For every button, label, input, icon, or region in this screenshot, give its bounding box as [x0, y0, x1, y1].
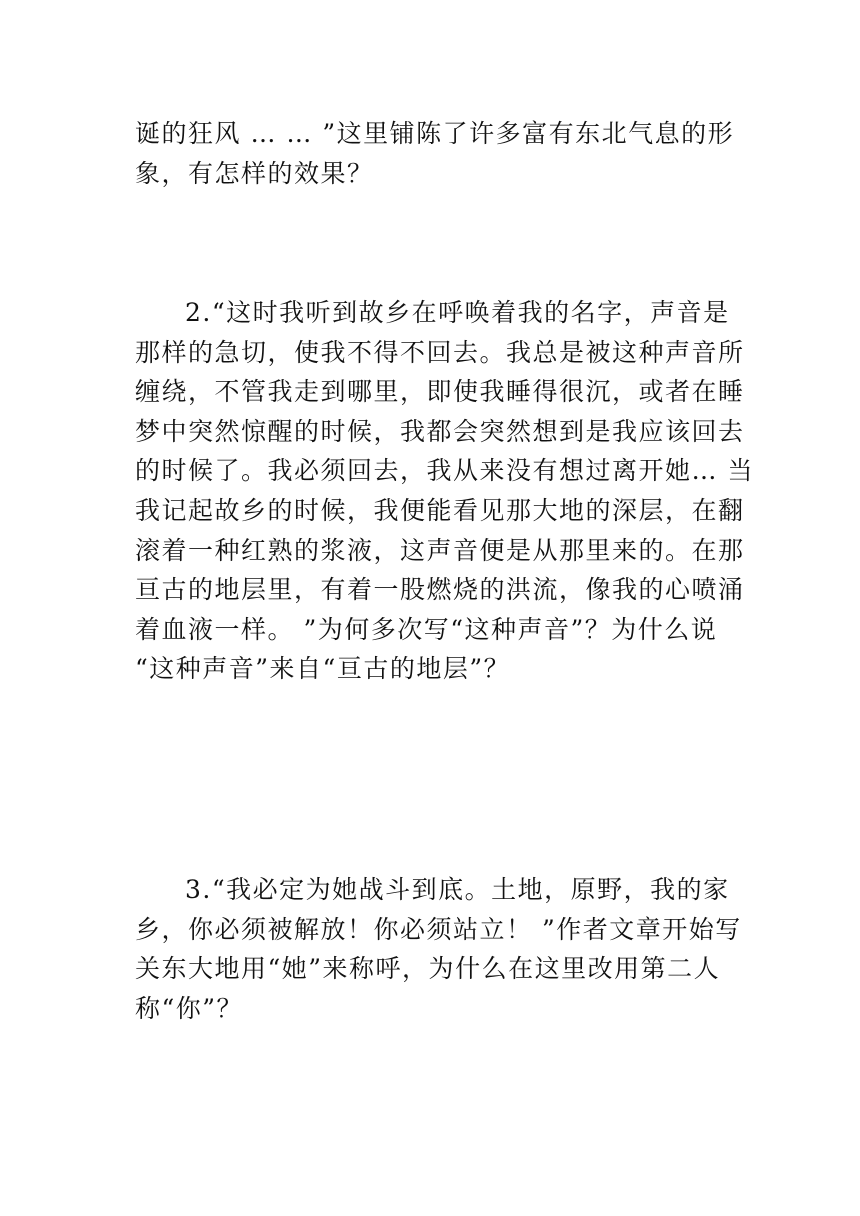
text-line: 我记起故乡的时候，我便能看见那大地的深层，在翻	[135, 495, 745, 525]
text-line: 2.“这时我听到故乡在呼唤着我的名字，声音是	[185, 298, 730, 327]
text-line: 滚着一种红熟的浆液，这声音便是从那里来的。在那	[135, 535, 745, 565]
text-line: 着血液一样。 ”为何多次写“这种声音”？为什么说	[135, 614, 718, 644]
text-line: 称“你”？	[135, 993, 244, 1023]
text-line: 亘古的地层里，有着一股燃烧的洪流，像我的心喷涌	[135, 575, 745, 605]
text-line: 那样的急切，使我不得不回去。我总是被这种声音所	[135, 337, 745, 367]
text-line: “这种声音”来自“亘古的地层”？	[135, 654, 511, 684]
question-3	[135, 870, 742, 1028]
text-line: 象，有怎样的效果？	[135, 158, 374, 188]
text-line: 缠绕，不管我走到哪里，即使我睡得很沉，或者在睡	[135, 377, 745, 407]
text-line: 梦中突然惊醒的时候，我都会突然想到是我应该回去	[135, 416, 745, 446]
question-1-continuation	[135, 114, 735, 193]
text-line: 诞的狂风 … … ”这里铺陈了许多富有东北气息的形	[135, 119, 735, 148]
question-2	[135, 293, 754, 689]
text-line: 3.“我必定为她战斗到底。土地，原野，我的家	[185, 875, 730, 904]
text-line: 关东大地用“她”来称呼，为什么在这里改用第二人	[135, 954, 721, 984]
text-line: 乡，你必须被解放！你必须站立！ ”作者文章开始写	[135, 914, 742, 944]
text-line: 的时候了。我必须回去，我从来没有想过离开她… 当	[135, 456, 754, 486]
